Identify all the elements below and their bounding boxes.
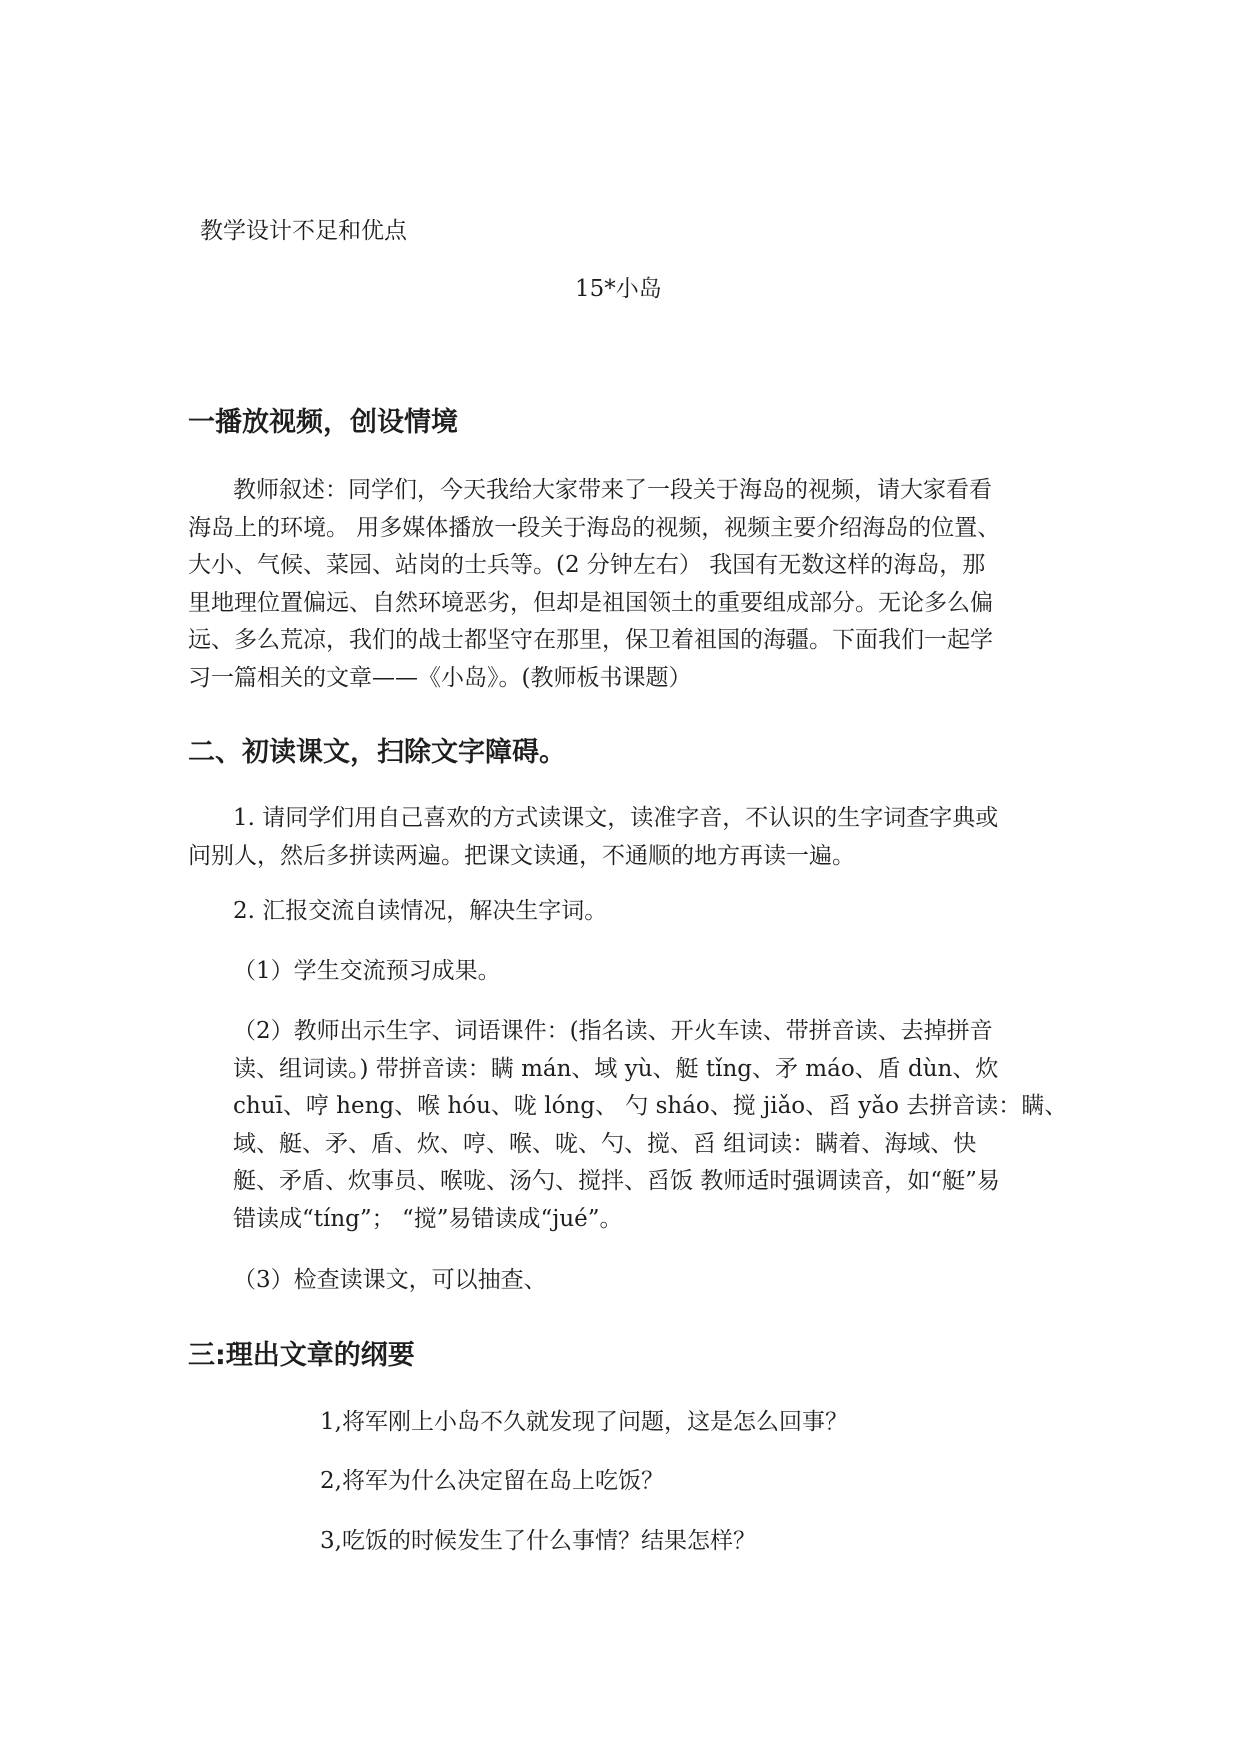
- paragraph-line: 里地理位置偏远、自然环境恶劣，但却是祖国领土的重要组成部分。无论多么偏: [188, 589, 993, 616]
- paragraph-line: 教师叙述：同学们，今天我给大家带来了一段关于海岛的视频，请大家看看: [233, 477, 992, 503]
- paragraph-line: 1. 请同学们用自己喜欢的方式读课文，读准字音，不认识的生字词查字典或: [233, 805, 999, 831]
- paragraph-line: 问别人，然后多拼读两遍。把课文读通，不通顺的地方再读一遍。: [188, 842, 855, 869]
- section-2-sub-2: [233, 1013, 1067, 1238]
- paragraph-line: 习一篇相关的文章——《小岛》。(教师板书课题）: [188, 664, 692, 691]
- paragraph-line: 错读成“tíng”； “搅”易错读成“jué”。: [233, 1205, 623, 1232]
- paragraph-line: 海岛上的环境。 用多媒体播放一段关于海岛的视频，视频主要介绍海岛的位置、: [188, 514, 1001, 541]
- paragraph-line: 大小、气候、菜园、站岗的士兵等。(2 分钟左右） 我国有无数这样的海岛，那: [188, 552, 986, 578]
- section-2-item-1: [188, 800, 998, 875]
- paragraph-line: 读、组词读。) 带拼音读：瞒 mán、域 yù、艇 tǐng、矛 máo、盾 dùn、炊: [233, 1055, 999, 1082]
- section-heading-1: 一播放视频，创设情境: [188, 407, 458, 438]
- outline-question-1: 1,将军刚上小岛不久就发现了问题，这是怎么回事？: [320, 1409, 848, 1435]
- section-1-paragraph: [188, 472, 1000, 697]
- section-2-sub-3: （3）检查读课文，可以抽查、: [233, 1267, 547, 1293]
- paragraph-line: 远、多么荒凉，我们的战士都坚守在那里，保卫着祖国的海疆。下面我们一起学: [188, 627, 993, 653]
- section-2-item-2: 2. 汇报交流自读情况，解决生字词。: [233, 898, 608, 924]
- paragraph-line: （2）教师出示生字、词语课件：(指名读、开火车读、带拼音读、去掉拼音: [233, 1018, 993, 1044]
- paragraph-line: 域、艇、矛、盾、炊、哼、喉、咙、勺、搅、舀 组词读：瞒着、海域、快: [233, 1130, 977, 1157]
- section-2-sub-1: （1）学生交流预习成果。: [233, 958, 501, 984]
- pre-title: 教学设计不足和优点: [200, 218, 407, 244]
- paragraph-line: 艇、矛盾、炊事员、喉咙、汤勺、搅拌、舀饭 教师适时强调读音，如“艇”易: [233, 1168, 1000, 1194]
- outline-question-3: 3,吃饭的时候发生了什么事情？结果怎样？: [320, 1528, 756, 1554]
- section-heading-3: 三:理出文章的纲要: [188, 1340, 415, 1371]
- document-title: 15*小岛: [575, 276, 662, 302]
- outline-question-2: 2,将军为什么决定留在岛上吃饭？: [320, 1468, 664, 1494]
- section-heading-2: 二、初读课文，扫除文字障碍。: [188, 737, 566, 768]
- paragraph-line: chuī、哼 heng、喉 hóu、咙 lóng、 勺 sháo、搅 jiǎo、舀 yǎo 去拼音读：瞒、: [233, 1093, 1068, 1119]
